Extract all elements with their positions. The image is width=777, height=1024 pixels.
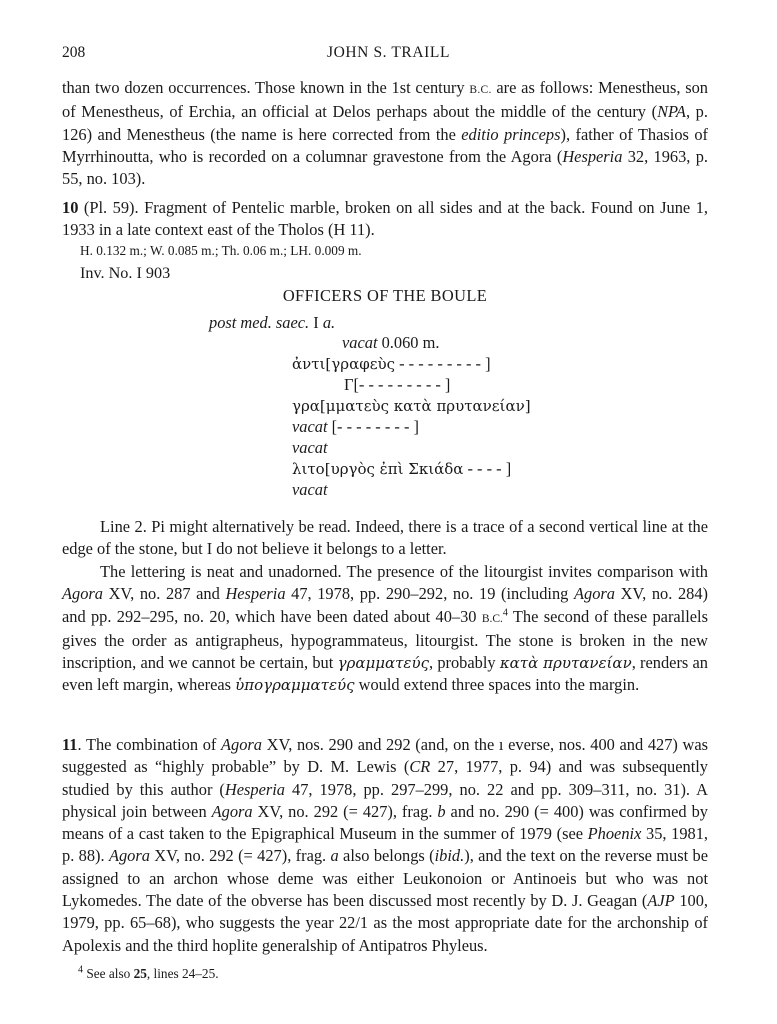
text-run: 47, 1978, pp. 290–292, no. 19 (including [285, 584, 574, 604]
date-a: a. [322, 313, 336, 332]
small-caps-bc: B.C. [481, 612, 503, 625]
measurements: H. 0.132 m.; W. 0.085 m.; Th. 0.06 m.; LH. 0.009 m. [80, 243, 362, 258]
inventory-number: Inv. No. I 903 [80, 264, 171, 282]
inscription-line [292, 396, 531, 416]
inscription-date [209, 313, 335, 333]
paragraph-1 [62, 77, 708, 190]
text-run: . The combination of [77, 735, 222, 754]
text-run: would extend three spaces into the margin. [354, 675, 640, 695]
entry-number: 11 [62, 735, 78, 754]
footnote-mark: 4 [78, 964, 83, 976]
text-run: - - - - - - - - - ] [395, 354, 491, 373]
greek-text: γραμματεύς [337, 654, 429, 673]
text-run: XV, no. 287 and [102, 584, 226, 604]
text-run: are as follows: Menestheus, son of Menestheus, of Erchia, an official at Delos perhaps about the middle of the century ( [62, 78, 708, 122]
page-number: 208 [62, 44, 86, 61]
greek-text: ὑπογραμματεύς [235, 676, 355, 695]
footnote [78, 966, 219, 982]
inscription-line: vacat [292, 480, 328, 499]
date-italic: post med. saec. [209, 313, 310, 332]
italic-ref: Hesperia [562, 146, 623, 166]
italic-ref: Agora [221, 735, 262, 754]
footnote-ref-number: 25 [133, 966, 147, 981]
text-run: , probably [428, 653, 500, 673]
inscription-line: Γ[- - - - - - - - - ] [344, 375, 451, 394]
inscription-line [342, 333, 439, 353]
italic-ref: Hesperia [224, 779, 285, 799]
text-run: XV, no. 292 (= 427), frag. [252, 801, 438, 821]
italic-ref: b [437, 801, 446, 821]
text-run: 35, 1981, p. 88). [62, 824, 709, 866]
italic-ref: Agora [574, 584, 615, 604]
italic-ref: AJP [647, 891, 675, 911]
greek-text: κατὰ πρυτανείαν [499, 654, 632, 673]
text-run: 27, 1977, p. 94) and was subsequently studied by this author ( [62, 757, 709, 799]
text-run: ), and the text on the reverse must be assigned to an archon whose deme was either Leukonoion or Antinoeis but who was not Lykomedes. The date of the obverse has been discussed most recently by D. J. Geagan ( [62, 846, 708, 911]
text-run: , renders an even left margin, whereas [62, 653, 708, 695]
running-head: JOHN S. TRAILL [326, 44, 451, 61]
text-run: 32, 1963, p. 55, no. 103). [62, 146, 709, 189]
greek-text: γρα[μματεὺς κατὰ πρυτανείαν] [292, 397, 531, 415]
text-run: 0.060 m. [377, 333, 440, 352]
text-run: XV, no. 284) and pp. 292–295, no. 20, which have been dated about 40–30 [62, 584, 709, 626]
inscription-line [292, 417, 419, 437]
entry-number: 10 [62, 198, 79, 217]
text-run: and no. 290 (= 400) was confirmed by means of a cast taken to the Epigraphical Museum in the summer of 1979 (see [62, 801, 708, 844]
footnote-ref: 4 [502, 607, 508, 619]
page-header [62, 44, 715, 64]
text-run: ), father of Thasios of Myrrhinoutta, who is recorded on a columnar gravestone from the Agora ( [62, 124, 708, 166]
italic-ref: a [330, 846, 339, 866]
text-run: See also [83, 966, 134, 981]
paragraph-entry-11 [62, 734, 708, 957]
italic-ref: CR [409, 757, 431, 777]
inscription-line: vacat [292, 438, 328, 457]
text-run: , p. 126) and Menestheus (the name is here corrected from the [62, 102, 708, 144]
paragraph-lettering [62, 561, 708, 697]
greek-text: λιτο[υργὸς ἐπὶ Σκιάδα [292, 460, 464, 478]
italic-ref: editio princeps [461, 124, 561, 144]
text-run: XV, no. 292 (= 427), frag. [149, 846, 331, 866]
italic-ref: Phoenix [587, 824, 642, 844]
italic-ref: ibid. [434, 846, 465, 866]
text-run: [- - - - - - - - ] [327, 417, 419, 436]
text-run: than two dozen occurrences. Those known in the 1st century [62, 78, 470, 97]
text-run: The second of these parallels gives the order as antigrapheus, hypogrammateus, litourgist. The stone is broken in the new inscription, and we cannot be certain, but [62, 606, 708, 673]
italic-ref: Agora [62, 584, 103, 604]
inscription-line [292, 354, 491, 374]
inscription-line [292, 459, 511, 479]
vacat: vacat [292, 417, 328, 436]
text-run: 100, 1979, pp. 65–68), who suggests the year 22/1 as the most appropriate date for the archonship of Apolexis and the third hoplite generalship of Antipatros Phyleus. [62, 891, 709, 955]
paragraph-line-note: Line 2. Pi might alternatively be read. Indeed, there is a trace of a second vertical line at the edge of the stone, but I do not believe it belongs to a letter. [62, 517, 708, 559]
text-run: also belongs ( [338, 846, 435, 866]
italic-ref: Agora [108, 846, 150, 866]
small-caps-bc: B.C. [469, 84, 492, 96]
text-run: (Pl. 59). Fragment of Pentelic marble, broken on all sides and at the back. Found on June 1, 1933 in a late context east of the Tholos (H 11). [62, 198, 708, 240]
text-run: The lettering is neat and unadorned. The presence of the litourgist invites comparison with [100, 562, 708, 581]
vacat: vacat [342, 333, 378, 352]
date-plain: I [309, 313, 323, 332]
italic-ref: NPA [657, 102, 686, 122]
text-run: 47, 1978, pp. 297–299, no. 22 and pp. 309–311, no. 31). A physical join between [62, 779, 708, 821]
text-run: XV, nos. 290 and 292 (and, on the ı everse, nos. 400 and 427) was suggested as “highly probable” by D. M. Lewis ( [62, 735, 709, 777]
greek-text: ἀντι[γραφεὺς [292, 355, 395, 373]
text-run: , lines 24–25. [146, 966, 219, 981]
text-run: - - - - ] [463, 459, 512, 478]
inscription-heading: OFFICERS OF THE BOULE [282, 286, 488, 305]
paragraph-entry-10 [62, 197, 708, 242]
italic-ref: Hesperia [225, 584, 286, 604]
italic-ref: Agora [211, 801, 253, 821]
